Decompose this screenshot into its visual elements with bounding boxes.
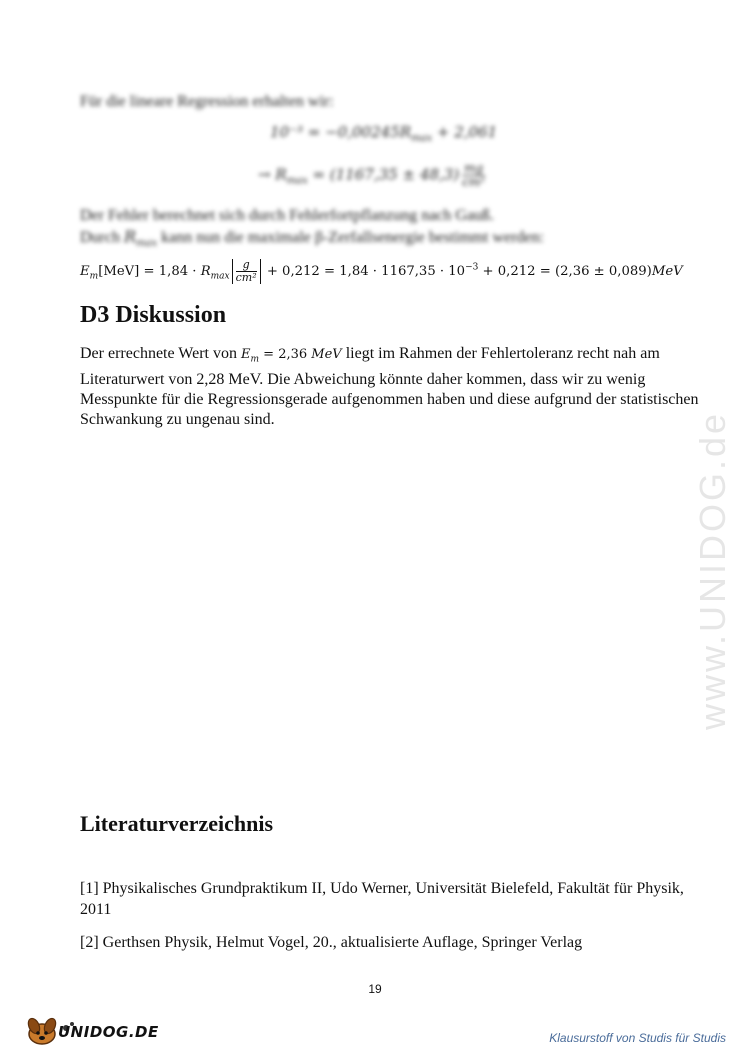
regression-intro: Für die lineare Regression erhalten wir: (80, 93, 334, 110)
energy-formula: $E_m[MeV] = 1,84 \cdot R_{max}$ $\frac{g}{\text{cm²}}$ + $0,212 = 1,84 \cdot 1167,35 \cdot 10^{-3} + 0,212 = (2,36 \pm 0,089)MeV$ (80, 258, 683, 284)
footer-slogan: Klausurstoff von Studis für Studis (549, 1031, 726, 1045)
error-note: Der Fehler berechnet sich durch Fehlerfortpflanzung nach Gauß. (80, 207, 495, 224)
page-number: 19 (368, 982, 382, 996)
logo-text: UNIDOG.DE (58, 1023, 159, 1041)
reference-item: [2] Gerthsen Physik, Helmut Vogel, 20., aktualisierte Auflage, Springer Verlag (80, 934, 583, 951)
rmax-equation: → $R_{max} = (1167,35 \pm 48,3)$ $\frac{mg}{\text{cm²}}$ (258, 161, 486, 189)
regression-equation: $10^{-3} = -0,00245R_{max} + 2,061$ (270, 123, 498, 144)
unit-fraction: $\frac{g}{\text{cm²}}$ (232, 259, 261, 284)
discussion-paragraph: Der errechnete Wert von $E_m = 2,36$ MeV liegt im Rahmen der Fehlertoleranz recht nah am Literaturwert von 2,28 MeV. Die Abweichung könnte daher kommen, dass wir zu wenig Messpunkte für die Regressionsgerade aufgenommen haben und diese aufgrund der statistischen Schwankung zu ungenau sind. (80, 345, 699, 428)
discussion-heading: D3 Diskussion (80, 302, 227, 328)
emax-note: Durch $R_{max}$ kann nun die maximale β-Zerfallsenergie bestimmt werden: (80, 227, 544, 250)
watermark: www.UNIDOG.de (692, 410, 733, 730)
reference-item: [1] Physikalisches Grundpraktikum II, Udo Werner, Universität Bielefeld, Fakultät für Physik, 2011 (80, 880, 684, 918)
literature-heading: Literaturverzeichnis (80, 811, 274, 836)
